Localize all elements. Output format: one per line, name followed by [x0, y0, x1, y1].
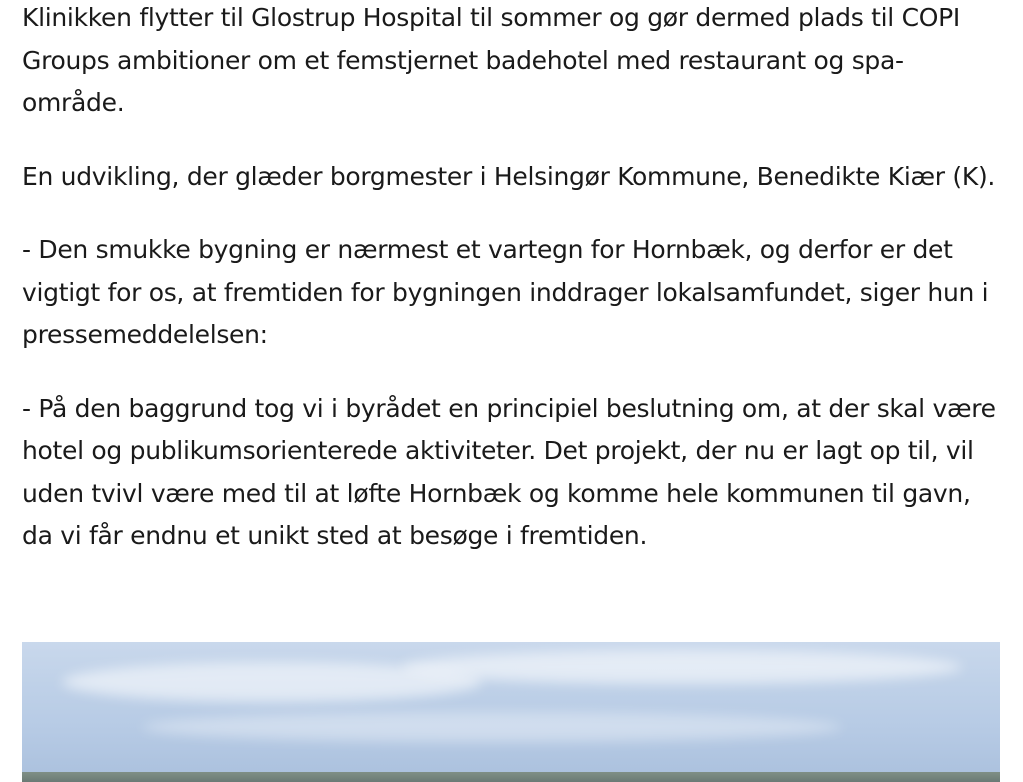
article-paragraph: - På den baggrund tog vi i byrådet en principiel beslutning om, at der skal være hotel og publikumsorienterede aktiviteter. Det projekt, der nu er lagt op til, vil uden tvivl være med til at løfte Hornbæk og komme hele kommunen til gavn, da vi får endnu et unikt sted at besøge i fremtiden. — [22, 393, 996, 550]
article-paragraph: Klinikken flytter til Glostrup Hospital til sommer og gør dermed plads til COPI Groups ambitioner om et femstjernet badehotel med restaurant og spa-område. — [22, 3, 960, 117]
cloud-shape — [142, 712, 842, 742]
article-body — [22, 0, 1002, 589]
cloud-shape — [402, 650, 962, 684]
horizon-line — [22, 772, 1000, 782]
article-paragraph: En udvikling, der glæder borgmester i Helsingør Kommune, Benedikte Kiær (K). — [22, 161, 996, 191]
article-paragraph: - Den smukke bygning er nærmest et vartegn for Hornbæk, og derfor er det vigtigt for os, at fremtiden for bygningen inddrager lokalsamfundet, siger hun i pressemeddelelsen: — [22, 235, 989, 349]
article-image[interactable] — [22, 642, 1000, 782]
